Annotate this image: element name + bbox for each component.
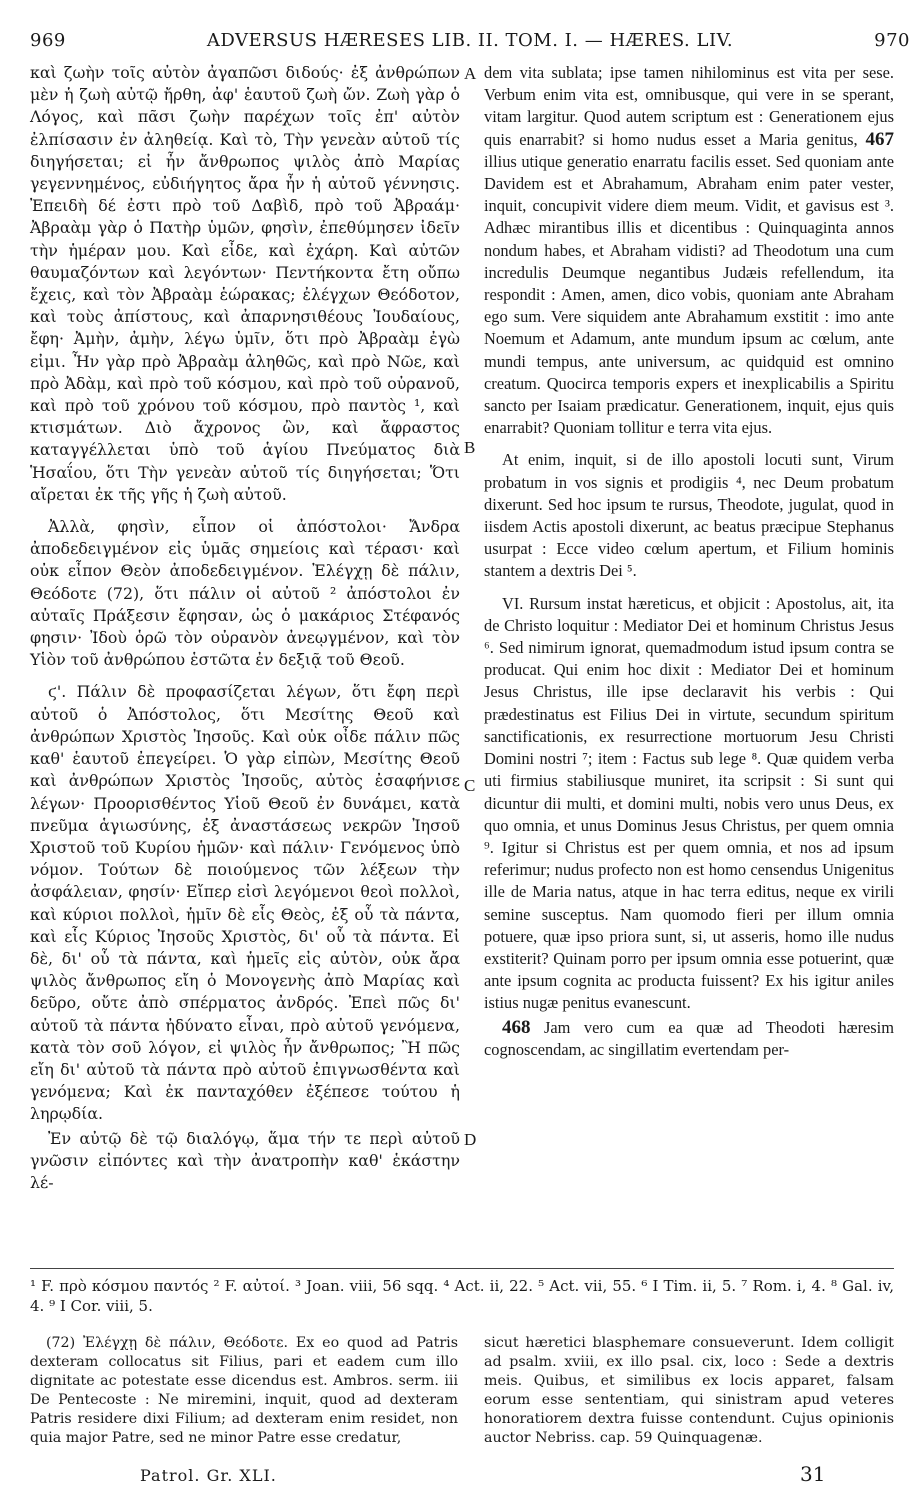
latin-column [484, 62, 894, 1063]
greek-paragraph: Ἐν αὐτῷ δὲ τῷ διαλόγῳ, ἅμα τήν τε περὶ αὐτοῦ γνῶσιν εἰπόντες καὶ τὴν ἀνατροπὴν καθ' ἑκάστην λέ- [30, 1128, 460, 1192]
page-number-right: 970 [874, 30, 910, 51]
margin-letter-a: A [464, 64, 477, 83]
column-number-468: 468 [502, 1016, 531, 1038]
latin-paragraph: VI. Rursum instat hæreticus, et objicit : Apostolus, ait, ita de Christo loquitur : Mediator Dei et hominum Christus Jesus ⁶. Sed nimirum ignorat, quemadmodum istud ipsum contra se producat. Qui enim hoc dixit : Mediator Dei et hominum Jesus Christus, ille ipse declaravit his verbis : Qui prædestinatus est Filius Dei in virtute, secundum spiritum sanctificationis, ex resurrectione mortuorum Jesu Christi Domini nostri ⁷; item : Factus sub lege ⁸. Quæ quidem verba uti firmius stabiliusque muniret, ita scripsit : Si sunt qui dicuntur dii multi, et domini multi, nobis vero unus Deus, ex quo omnia, et unus Dominus Jesus Christus, per quem omnia ⁹. Igitur si Christus est per quem omnia, et nos ad ipsum referimur; nudus profecto non est homo censendus Unigenitus ille de Maria natus, atque in hac terra editus, neque ex virili semine susceptus. Nam quomodo fieri per illum omnia potuere, quæ ipso priora sunt, si, ut asseris, homo ille nudus exstiterit? Quinam porro per ipsum omnia esse potuerint, quæ ante ipsum cognita ac producta fuissent? Ex his igitur aniles istius nugæ penitus evanescunt. [484, 593, 894, 1013]
note-text: (72) Ἐλέγχῃ δὲ πάλιν, Θεόδοτε. Ex eo quod ad Patris dexteram collocatus sit Filius, pari et eadem cum illo dignitate ac potestate esse dicendus est. Ambros. serm. iii De Pentecoste : Ne miremini, inquit, quod ad dexteram Patris residere dixi Filium; ad dexteram enim residet, non quia major Patre, sed ne minor Patre esse credatur, [30, 1335, 458, 1446]
note-text: sicut hæretici blasphemare consueverunt. Idem colligit ad psalm. xviii, ex illo psal. cix, loco : Sede a dextris meis. Quibus, et similibus ex locis apparet, falsam eorum esse sententiam, qui sinistram apud veteres honoratiorem dextra fuisse contendunt. Cujus opinionis auctor Nebriss. cap. 59 Quinquagenæ. [484, 1335, 894, 1446]
signature-left: Patrol. Gr. XLI. [140, 1466, 277, 1485]
greek-paragraph: Ἀλλὰ, φησὶν, εἶπον οἱ ἀπόστολοι· Ἄνδρα ἀποδεδειγμένον εἰς ὑμᾶς σημείοις καὶ τέρασι· καὶ οὐκ εἶπον Θεὸν ἀποδεδειγμένον. Ἐλέγχῃ δὲ πάλιν, Θεόδοτε (72), ὅτι πάλιν οἱ αὐτοῦ ² ἀπόστολοι ἐν αὐταῖς Πράξεσιν ἔφησαν, ὡς ὁ μακάριος Στέφανός φησιν· Ἰδοὺ ὁρῶ τὸν οὐρανὸν ἀνεῳγμένον, καὶ τὸν Υἱὸν τοῦ ἀνθρώπου ἑστῶτα ἐν δεξιᾷ τοῦ Θεοῦ. [30, 517, 460, 670]
footnote-divider [30, 1268, 894, 1269]
latin-paragraph [484, 1017, 894, 1061]
running-title: ADVERSUS HÆRESES LIB. II. TOM. I. — HÆRES. LIV. [206, 30, 734, 51]
running-header [30, 30, 910, 56]
greek-paragraph: ϛ'. Πάλιν δὲ προφασίζεται λέγων, ὅτι ἔφη περὶ αὐτοῦ ὁ Ἀπόστολος, ὅτι Μεσίτης Θεοῦ καὶ ἀνθρώπων Χριστὸς Ἰησοῦς. Καὶ οὐκ οἶδε πάλιν πῶς καθ' ἑαυτοῦ ἐπεγείρει. Ὁ γὰρ εἰπὼν, Μεσίτης Θεοῦ καὶ ἀνθρώπων Χριστὸς Ἰησοῦς, αὐτὸς ἐσαφήνισε λέγων· Προορισθέντος Υἱοῦ Θεοῦ ἐν δυνάμει, κατὰ πνεῦμα ἁγιωσύνης, ἐξ ἀναστάσεως νεκρῶν Ἰησοῦ Χριστοῦ τοῦ Κυρίου ἡμῶν· καὶ πάλιν· Γενόμενος ὑπὸ νόμον. Τούτων δὲ ποιούμενος τῶν λέξεων τὴν ἀσφάλειαν, φησίν· Εἴπερ εἰσὶ λεγόμενοι θεοὶ πολλοὶ, καὶ κύριοι πολλοὶ, ἡμῖν δὲ εἷς Θεὸς, ἐξ οὗ τὰ πάντα, καὶ εἷς Κύριος Ἰησοῦς Χριστὸς, δι' οὗ τὰ πάντα. Εἰ δὲ, δι' οὗ τὰ πάντα, καὶ ἡμεῖς εἰς αὐτὸν, οὐκ ἄρα ψιλὸς ἄνθρωπος εἴη ὁ Μονογενὴς ἀπὸ Μαρίας καὶ δεῦρο, οὔτε ἀπὸ σπέρματος ἀνδρός. Ἐπεὶ πῶς δι' αὐτοῦ τὰ πάντα ἠδύνατο εἶναι, πρὸ αὐτοῦ γενόμενα, κατὰ τὸν σοῦ λόγον, εἰ ψιλὸς ἦν ἄνθρωπος; Ἢ πῶς εἴη δι' αὐτοῦ τὰ πάντα πρὸ αὐτοῦ ἐπιγνωσθέντα καὶ γενόμενα; Καὶ ἐκ πανταχόθεν ἐξέπεσε τούτου ἡ ληρῳδία. [30, 682, 460, 1124]
margin-letter-b: B [464, 438, 476, 457]
margin-letter-c: C [464, 776, 476, 795]
signature-right: 31 [800, 1462, 826, 1486]
margin-letter-d: D [464, 1130, 477, 1149]
column-number-467: 467 [865, 128, 894, 150]
latin-paragraph: At enim, inquit, si de illo apostoli locuti sunt, Virum probatum in vos signis et prodigiis ⁴, nec Deum probatum dixerunt. Sed hoc ipsum te rursus, Theodote, jugulat, quod in iisdem Actis apostoli dixerunt, ac beatus præcipue Stephanus usurpat : Ecce video cœlum apertum, et Filium hominis stantem a dextris Dei ⁵. [484, 450, 894, 581]
latin-text: Jam vero cum ea quæ ad Theodoti hæresim cognoscendam, ac singillatim evertendam per- [484, 1017, 894, 1059]
greek-paragraph: καὶ ζωὴν τοῖς αὐτὸν ἀγαπῶσι διδούς· ἐξ ἀνθρώπων μὲν ἡ ζωὴ αὐτῷ ἤρθη, ἀφ' ἑαυτοῦ ζωὴ ὤν. Ζωὴ γὰρ ὁ Λόγος, καὶ πᾶσι ζωὴν παρέχων τοῖς ἐπ' αὐτὸν ἐλπίσασιν ἐν ἀληθείᾳ. Καὶ τὸ, Τὴν γενεὰν αὐτοῦ τίς διηγήσεται; εἰ ἦν ἄνθρωπος ψιλὸς ἀπὸ Μαρίας γεγεννημένος, εὐδιήγητος ἄρα ἦν ἡ αὐτοῦ γέννησις. Ἐπειδὴ δέ ἐστι πρὸ τοῦ Δαβὶδ, πρὸ τοῦ Ἀβραάμ· Ἀβραὰμ γὰρ ὁ Πατὴρ ὑμῶν, φησὶν, ἐπεθύμησεν ἰδεῖν τὴν ἡμέραν μου. Καὶ εἶδε, καὶ ἐχάρη. Καὶ αὐτῶν θαυμαζόντων καὶ λεγόντων· Πεντήκοντα ἔτη οὔπω ἔχεις, καὶ τὸν Ἀβραὰμ ἑώρακας; ἐλέγχων Θεόδοτον, καὶ τοὺς ἀπίστους, καὶ ἀπαρνησιθέους Ἰουδαίους, ἔφη· Ἀμὴν, ἀμὴν, λέγω ὑμῖν, ὅτι πρὸ Ἀβραὰμ ἐγὼ εἰμι. Ἦν γὰρ πρὸ Ἀβραὰμ ἀληθῶς, καὶ πρὸ Νῶε, καὶ πρὸ Ἀδὰμ, καὶ πρὸ τοῦ κόσμου, καὶ πρὸ τοῦ οὐρανοῦ, καὶ πρὸ τοῦ χρόνου τοῦ κόσμου, πρὸ παντὸς ¹, καὶ κτισμάτων. Διὸ ἄχρονος ὢν, καὶ ἄφραστος καταγγέλλεται ὑπὸ τοῦ ἁγίου Πνεύματος διὰ Ἡσαΐου, ὅτι Τὴν γενεὰν αὐτοῦ τίς διηγήσεται; Ὅτι αἴρεται ἐκ τῆς γῆς ἡ ζωὴ αὐτοῦ. [30, 63, 460, 504]
page-number-left: 969 [30, 30, 66, 51]
latin-text: dem vita sublata; ipse tamen nihilominus est vita per sese. Verbum enim vita est, omnibusque, qui vere in se sperant, vitam largitur. Quod autem scriptum est : Generationem ejus quis enarrabit? si homo nudus esset a Maria genitus, [484, 63, 894, 149]
latin-paragraph [484, 62, 894, 439]
note-right [484, 1334, 894, 1448]
greek-column [30, 62, 460, 1196]
latin-text: illius utique generatio enarratu facilis esset. Sed quoniam ante Davidem est et Abrahamum, Abraham enim pater vester, inquit, concupivit videre diem meum. Vidit, et gavisus est ³. Adhæc mirantibus illis et dicentibus : Quinquaginta annos nondum habes, et Abraham vidisti? ad Theodotum una cum incredulis Deumque negantibus Judæis refellendum, ita respondit : Amen, amen, dico vobis, quoniam ante Abraham ego sum. Vere siquidem ante Abrahamum exstitit : imo ante Noemum et Adamum, ante mundum ipsum ac cœlum, ante mundi tempus, ante universum, ac quidquid est omnino creatum. Quocirca temporis expers et inexplicabilis a Spiritu sancto per Isaiam prædicatur. Generationem, inquit, ejus quis enarrabit? Quoniam tollitur e terra vita ejus. [484, 151, 894, 438]
footnotes: ¹ F. πρὸ κόσμου παντός ² F. αὐτοί. ³ Joan. viii, 56 sqq. ⁴ Act. ii, 22. ⁵ Act. vii, 55. ⁶ I Tim. ii, 5. ⁷ Rom. i, 4. ⁸ Gal. iv, 4. ⁹ I Cor. viii, 5. [30, 1277, 894, 1315]
note-left [30, 1334, 458, 1448]
